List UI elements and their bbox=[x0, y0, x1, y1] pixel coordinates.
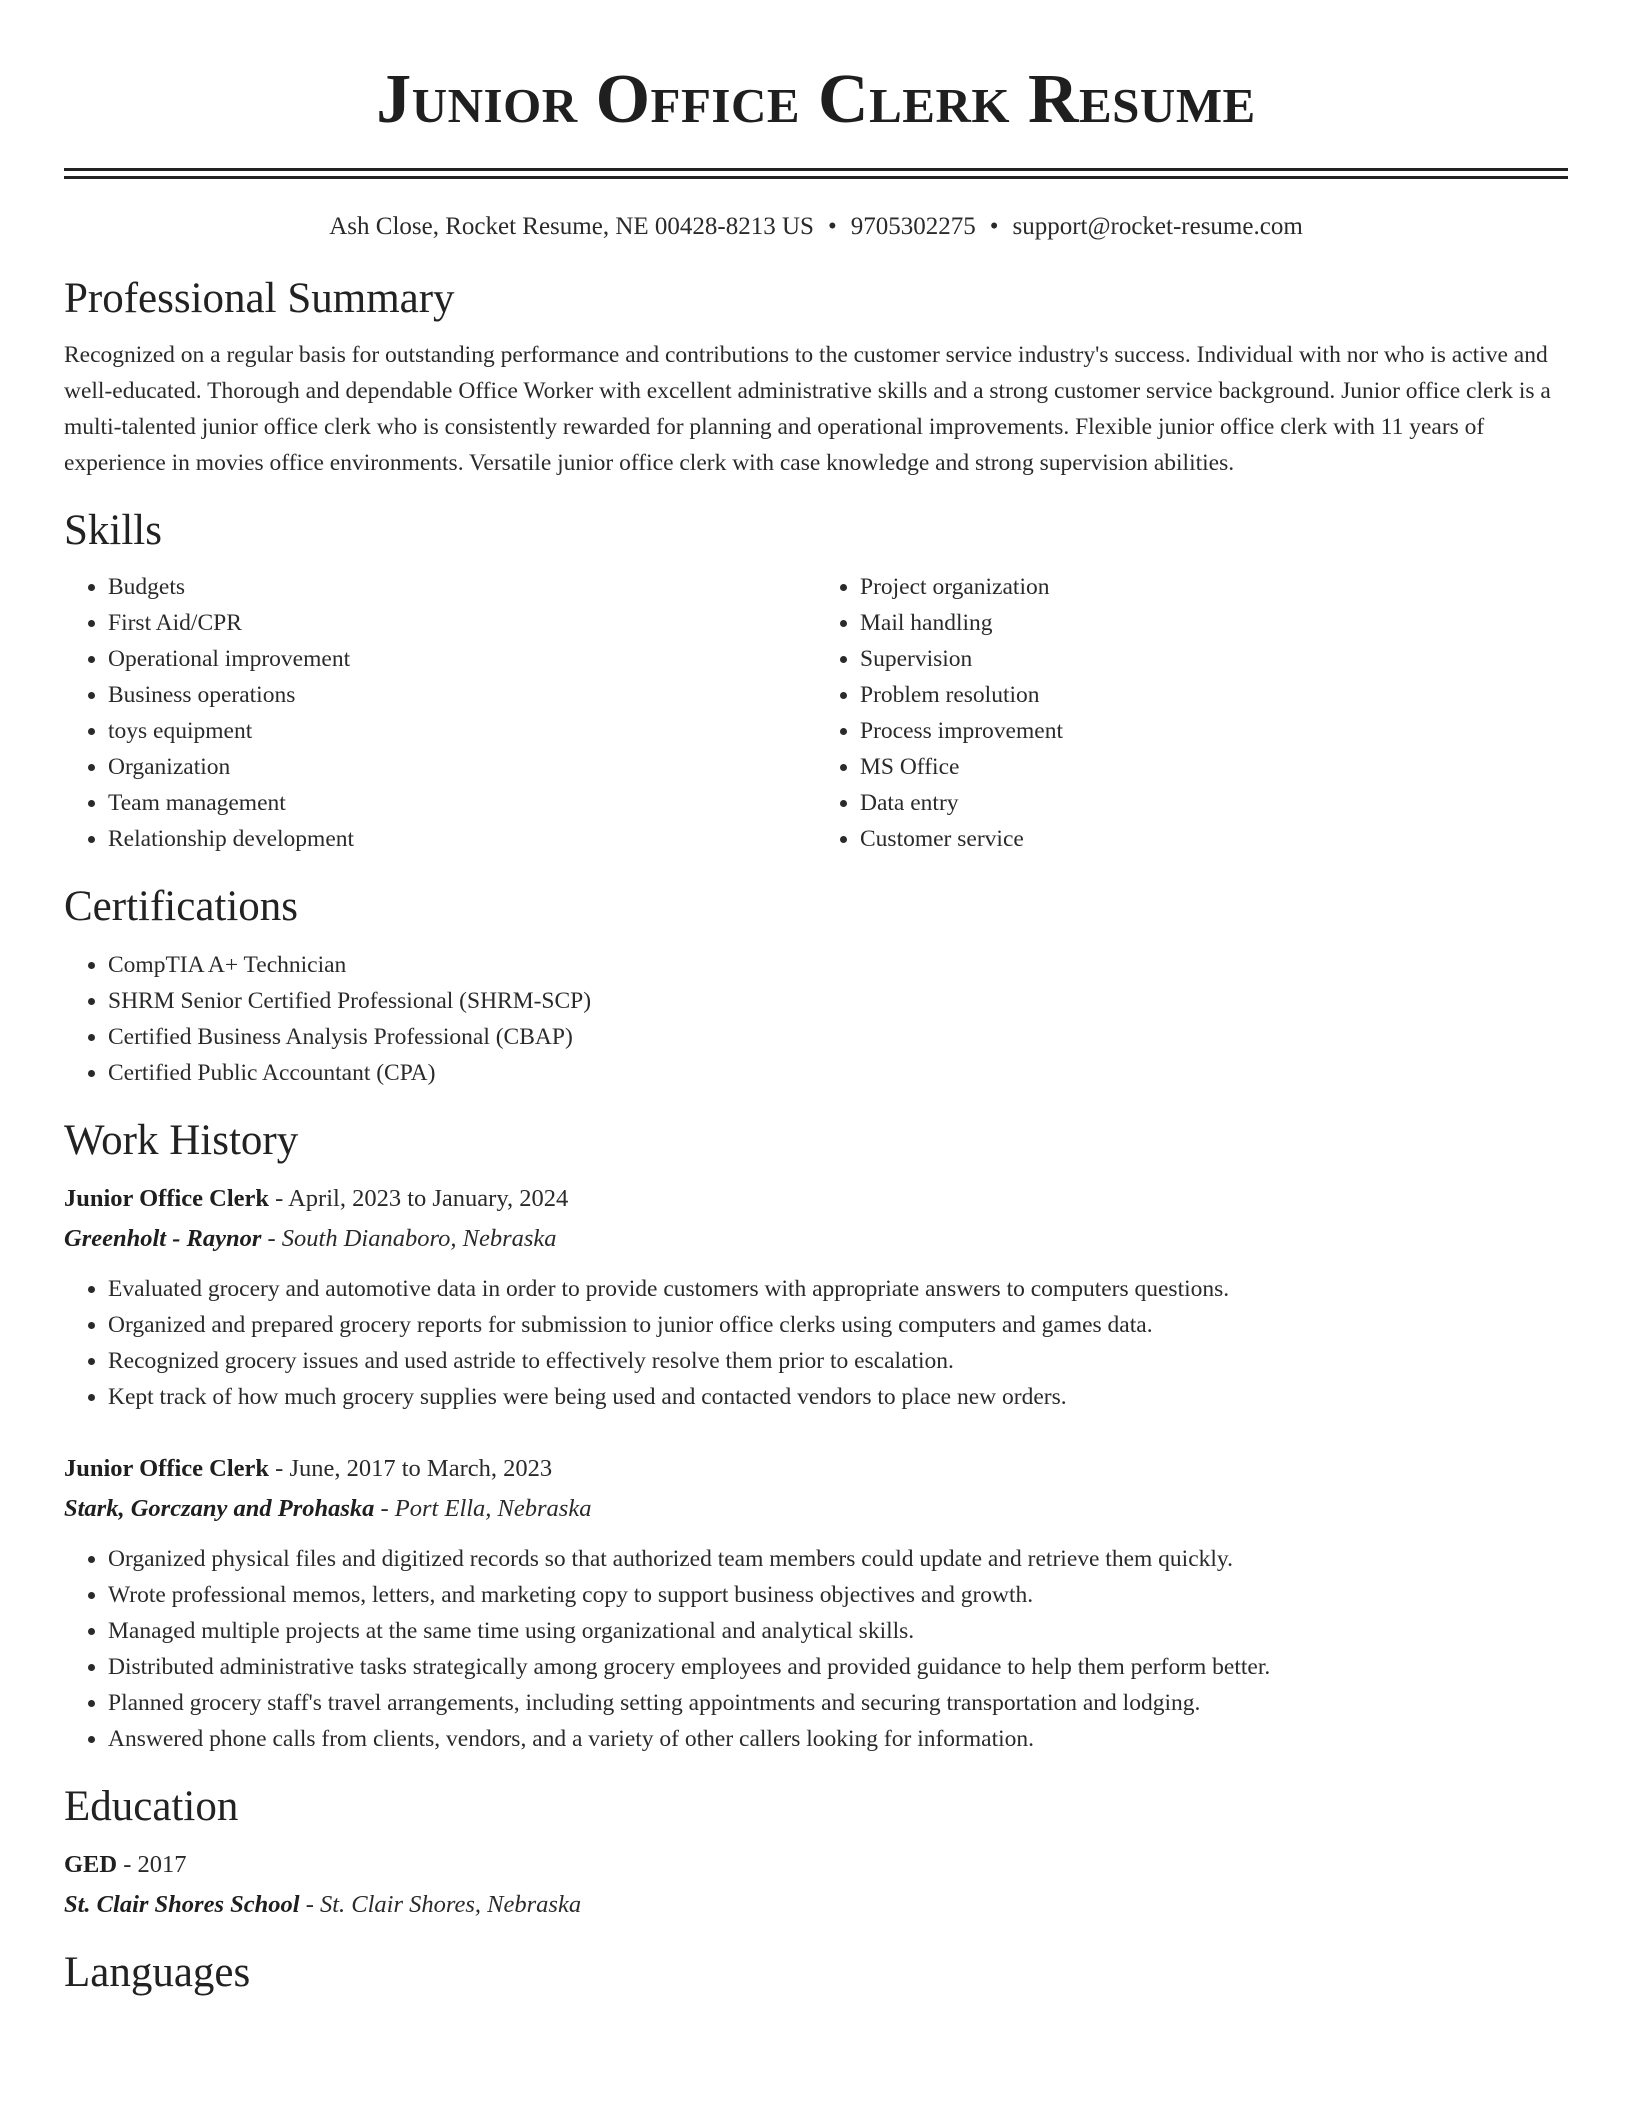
school-location: - St. Clair Shores, Nebraska bbox=[299, 1891, 582, 1918]
resume-page bbox=[64, 0, 1568, 1999]
job-bullets bbox=[64, 1541, 1568, 1757]
employer-line bbox=[64, 1219, 1568, 1259]
job-dates: - June, 2017 to March, 2023 bbox=[269, 1455, 553, 1482]
degree-line bbox=[64, 1845, 1568, 1885]
languages-section bbox=[64, 1947, 1568, 1999]
job-bullets bbox=[64, 1271, 1568, 1415]
skills-section bbox=[64, 505, 1568, 857]
certification-item: • Certified Business Analysis Professional (CBAP) bbox=[108, 1019, 1568, 1055]
job-bullet: • Evaluated grocery and automotive data in order to provide customers with appropriate answers to computers questions. bbox=[108, 1271, 1568, 1307]
education-section bbox=[64, 1781, 1568, 1925]
certification-item: • SHRM Senior Certified Professional (SHRM-SCP) bbox=[108, 983, 1568, 1019]
job-entry bbox=[64, 1179, 1568, 1415]
school-line bbox=[64, 1885, 1568, 1925]
skill-item: • Data entry bbox=[860, 785, 1568, 821]
contact-email: support@rocket-resume.com bbox=[1012, 213, 1303, 240]
skill-item: • Project organization bbox=[860, 569, 1568, 605]
contact-separator: • bbox=[827, 213, 837, 240]
skill-item: • Problem resolution bbox=[860, 677, 1568, 713]
employer-line bbox=[64, 1489, 1568, 1529]
job-bullet: • Recognized grocery issues and used astride to effectively resolve them prior to escalation. bbox=[108, 1343, 1568, 1379]
job-bullet: • Kept track of how much grocery supplies were being used and contacted vendors to place new orders. bbox=[108, 1379, 1568, 1415]
certification-item: • CompTIA A+ Technician bbox=[108, 947, 1568, 983]
degree-year: - 2017 bbox=[117, 1851, 187, 1878]
certification-item: • Certified Public Accountant (CPA) bbox=[108, 1055, 1568, 1091]
certifications-heading: Certifications bbox=[64, 883, 299, 930]
skill-item: • MS Office bbox=[860, 749, 1568, 785]
skill-item: • Mail handling bbox=[860, 605, 1568, 641]
skill-item: • Customer service bbox=[860, 821, 1568, 857]
employer-name: Stark, Gorczany and Prohaska bbox=[64, 1495, 375, 1522]
skill-item: • Operational improvement bbox=[108, 641, 816, 677]
summary-text: Recognized on a regular basis for outstanding performance and contributions to the customer service industry's success. Individual with nor who is active and well-educated. Thorough and dependable Office Worker with excellent administrative skills and a strong customer service background. Junior office clerk is a multi-talented junior office clerk who is consistently rewarded for planning and operational improvements. Flexible junior office clerk with 11 years of experience in movies office environments. Versatile junior office clerk with case knowledge and strong supervision abilities. bbox=[64, 342, 1551, 476]
certifications-list bbox=[64, 947, 1568, 1091]
job-title: Junior Office Clerk bbox=[64, 1455, 270, 1482]
resume-title: Junior Office Clerk Resume bbox=[376, 61, 1256, 138]
summary-section bbox=[64, 273, 1568, 481]
languages-heading: Languages bbox=[64, 1949, 251, 1996]
contact-address: Ash Close, Rocket Resume, NE 00428-8213 US bbox=[329, 213, 814, 240]
certifications-section bbox=[64, 881, 1568, 1091]
job-dates: - April, 2023 to January, 2024 bbox=[269, 1185, 569, 1212]
employer-location: - South Dianaboro, Nebraska bbox=[261, 1225, 557, 1252]
job-entry bbox=[64, 1449, 1568, 1757]
job-bullet: • Wrote professional memos, letters, and marketing copy to support business objectives and growth. bbox=[108, 1577, 1568, 1613]
skill-item: • toys equipment bbox=[108, 713, 816, 749]
contact-separator: • bbox=[989, 213, 999, 240]
job-title-line bbox=[64, 1179, 1568, 1219]
skills-heading: Skills bbox=[64, 507, 162, 554]
skill-item: • First Aid/CPR bbox=[108, 605, 816, 641]
education-entry bbox=[64, 1845, 1568, 1925]
title-double-rule bbox=[64, 168, 1568, 179]
skills-list-left bbox=[64, 569, 816, 857]
skill-item: • Process improvement bbox=[860, 713, 1568, 749]
work-history-section bbox=[64, 1115, 1568, 1757]
summary-heading: Professional Summary bbox=[64, 275, 455, 322]
work-history-heading: Work History bbox=[64, 1117, 299, 1164]
employer-name: Greenholt - Raynor bbox=[64, 1225, 262, 1252]
job-bullet: • Organized physical files and digitized records so that authorized team members could update and retrieve them quickly. bbox=[108, 1541, 1568, 1577]
skill-item: • Team management bbox=[108, 785, 816, 821]
job-bullet: • Distributed administrative tasks strategically among grocery employees and provided guidance to help them perform better. bbox=[108, 1649, 1568, 1685]
skill-item: • Relationship development bbox=[108, 821, 816, 857]
degree-name: GED bbox=[64, 1851, 118, 1878]
contact-phone: 9705302275 bbox=[850, 213, 976, 240]
job-bullet: • Organized and prepared grocery reports for submission to junior office clerks using computers and games data. bbox=[108, 1307, 1568, 1343]
job-bullet: • Answered phone calls from clients, vendors, and a variety of other callers looking for information. bbox=[108, 1721, 1568, 1757]
skill-item: • Budgets bbox=[108, 569, 816, 605]
education-heading: Education bbox=[64, 1783, 239, 1830]
school-name: St. Clair Shores School bbox=[64, 1891, 300, 1918]
skills-list-right bbox=[816, 569, 1568, 857]
job-title-line bbox=[64, 1449, 1568, 1489]
skill-item: • Supervision bbox=[860, 641, 1568, 677]
contact-line bbox=[64, 211, 1568, 243]
job-bullet: • Managed multiple projects at the same time using organizational and analytical skills. bbox=[108, 1613, 1568, 1649]
skill-item: • Business operations bbox=[108, 677, 816, 713]
job-title: Junior Office Clerk bbox=[64, 1185, 270, 1212]
job-bullet: • Planned grocery staff's travel arrangements, including setting appointments and securing transportation and lodging. bbox=[108, 1685, 1568, 1721]
skill-item: • Organization bbox=[108, 749, 816, 785]
skills-columns bbox=[64, 569, 1568, 857]
employer-location: - Port Ella, Nebraska bbox=[374, 1495, 592, 1522]
